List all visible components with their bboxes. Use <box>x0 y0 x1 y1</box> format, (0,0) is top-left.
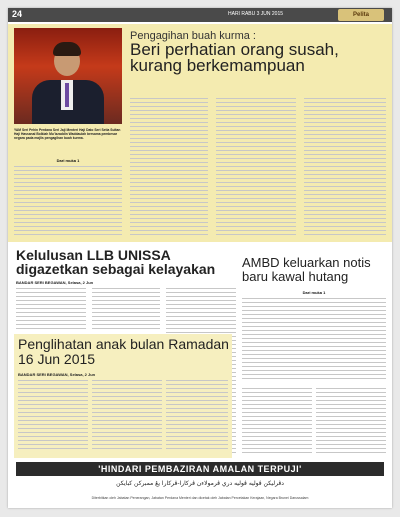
story3-body-col3 <box>166 380 228 454</box>
lead-story-headline: Beri perhatian orang susah, kurang berkemampuan <box>130 40 339 75</box>
newspaper-page <box>8 8 392 508</box>
story3-body-col2 <box>92 380 162 454</box>
story3-headline: Penglihatan anak bulan Ramadan 16 Jun 2015 <box>18 336 229 367</box>
newspaper-logo: Pelita <box>338 9 384 21</box>
story3-box <box>14 334 232 458</box>
story4-body-col2 <box>242 388 312 458</box>
page-header-bar <box>8 8 392 22</box>
story4-body <box>242 298 386 384</box>
dari-muka-label: Dari muka 1 <box>56 158 80 163</box>
story4-body-col3 <box>316 388 386 458</box>
lead-story-photo <box>14 28 122 124</box>
story2-body-col2 <box>92 288 160 330</box>
page-number: 24 <box>12 9 23 19</box>
lead-story-body-col4 <box>304 98 386 238</box>
lead-story-kicker: Pengagihan buah kurma : <box>130 30 256 42</box>
jawi-slogan: دڤرليکن ڤوليه ڤوليه دري ڤرمولاءن ڤرکارا-ڤرکارا يڠ ممبرکن کبايکن <box>116 480 284 487</box>
lead-story-body-col1 <box>14 166 122 238</box>
lead-story-body-col3 <box>216 98 296 238</box>
story2-headline: Kelulusan LLB UNISSA digazetkan sebagai kelayakan <box>16 247 216 277</box>
story4-headline: AMBD keluarkan notis baru kawal hutang <box>242 255 371 284</box>
slogan-banner: 'HINDARI PEMBAZIRAN AMALAN TERPUJI' <box>16 462 384 476</box>
story3-body-col1 <box>18 380 88 454</box>
lead-story-body-col2 <box>130 98 208 238</box>
story2-body-col1 <box>16 288 86 330</box>
publisher-footer: Diterbitkan oleh Jabatan Penerangan, Jabatan Perdana Menteri dan dicetak oleh Jabatan Percetakan Kerajaan, Negara Brunei Darussalam <box>91 496 309 500</box>
story3-dateline: BANDAR SERI BEGAWAN, Selasa, 2 Jun <box>18 372 96 377</box>
story2-dateline: BANDAR SERI BEGAWAN, Selasa, 2 Jun <box>16 280 94 285</box>
date-line: HARI RABU 3 JUN 2015 <box>228 11 284 17</box>
story4-dari-label: Dari muka 1 <box>302 290 326 295</box>
photo-caption: YAM Seri Pehin Perdana Seri Jaji Menteri Haji Dato Seri Setia Sultan Haji Hassanal Bolkiah Mu'izzaddin Waddaulah bersama pembesar negara pada majlis pengagihan buah kurma. <box>14 128 121 141</box>
lead-story-box <box>8 24 392 242</box>
